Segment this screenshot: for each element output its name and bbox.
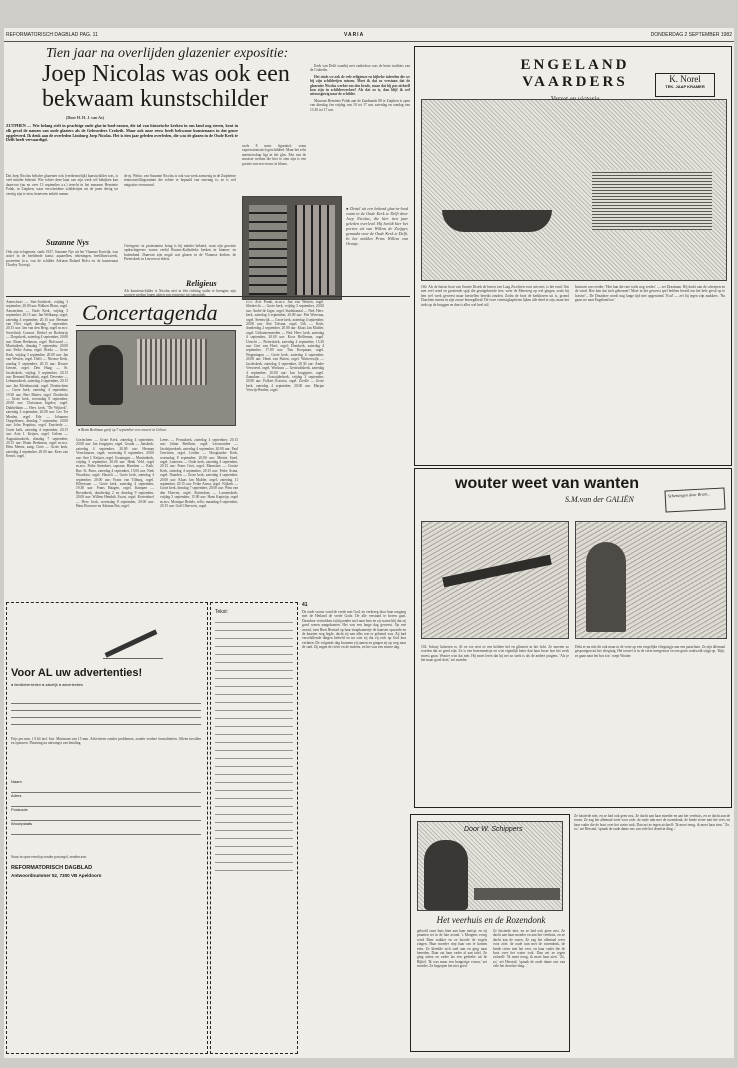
story-col-2: geloofd onze huis bien aan haar meisje, en zij praatten tot in de late avond. 's Morgens vroeg werd Rien wakker en ze hoorde de vogels zingen. Haar moeder riep haar om te komen eten. Ze kleedde zich snel aan en ging naar beneden. Daar zat haar vader al aan tafel. Ze ging zitten en vader las een gedeelte uit de Bijbel. 'Ik was maar een hongerige vrouw,' zei moeder. Ze begrepen het niet goed. (417, 929, 487, 969)
running-header (4, 28, 734, 42)
airplane-body (442, 555, 552, 588)
concert-col-2: Gorinchem — Grote Kerk, zaterdag 4 september, 20.00 uur: Jan Jongepier, orgel. Gouda — Janskerk, zaterdag 4 september, 20.00 uur: Herman Verschuuren, orgel; woensdag 8 september, 20.00 uur: Arie J. Keijzer, orgel. Groningen — Martinikerk, vrijdag 3 september, 20.00 uur: Henk Veld, orgel m.m.v. Feike Steenbert, sopraan. Haarlem — Kath. Bav. St. Bavo, zaterdag 4 september, 15.00 uur: Niek Woudstra, orgel. Hasselt — Grote kerk, zaterdag 4 september, 20.00 uur: Frans van Tilburg, orgel. Hilversum — Grote kerk, zaterdag 4 september, 19.30 uur: Frans Haagen, orgel. Kampen — Bovenkerk, donderdag 2 en dinsdag 9 september, 20.00 uur: Willem Hendrik Zwart, orgel. Kortenhoef — Herv. kerk, woensdag 8 september, 20.00 uur: Hans Brouwer en Adriaan Bot, orgel. (76, 438, 154, 509)
illustration-credit: Door W. Schippers (464, 826, 523, 833)
article-nicolas (6, 46, 410, 294)
wouter-panel-trees (575, 521, 727, 639)
subhead-religieus: Religieus (186, 279, 217, 288)
photo-caption-nicolas: ● Detail uit een bekend glas-in-lood raam in de Oude Kerk te Delft door Joep Nicolas, die hier tien jaar geleden overleed. Hij beeldt hier het portret uit van Willem de Zwijger, gemaakt voor de Oude Kerk te Delft. In het midden Prins Willem van Oranje. (346, 206, 408, 246)
concert-title-bar (76, 300, 242, 326)
ad-coupon (6, 602, 208, 1054)
wouter-title: wouter weet van wanten (455, 475, 640, 492)
field-address[interactable]: Adres (11, 793, 201, 807)
article-title-line1: Joep Nicolas was ook een (42, 61, 290, 87)
article-lead: ZUTPHEN — Wie belang stelt in prachtige oude glas-in-lood-ramen, die tal van historische kerken in ons land nog sieren, kent in elk geval de namen van oude glaziers als de Gebroeders Crabeth. Maar ook onze eeuw heeft bekwame kunstenaars in dat genre opgeleverd. Ik denk aan de overleden Limburg Joep Nicolas. Het is tien jaar geleden overleden, die was de glazen in de Oude Kerk te Delft heeft vervaardigd. (6, 124, 238, 143)
organist-figure (89, 345, 123, 405)
pen-illustration (103, 625, 163, 659)
story-col-1: De oude vrouw vond de vrede met God, en verkreeg door haar omgang met de Heiland de vrede Gods. De alle verstand te boven gaat. Daardoor vertrokken zij bijzonder snel naar huis en zij waren blij dat zij goed waren aangekomen. Het was een lange dag geweest. Op een avond, toen Rien Herstad op haar slaapkamertje de kaarsen opwarde en de kaarten weg legde, dacht zij aan alles wat er gebeurd was. Zij had verschillende dingen beleefd en nu wist zij dat zij zich op God kon verlaten. De volgende dag kwamen zij samen en gingen zij op weg naar de stad. Zij zagen de rivier en de molens, en het was een mooie dag. (302, 610, 406, 650)
wouter-text-right: Dekt er nu niet dit ook maar in de verte op een vergelijke vliegtuigje aan een parachute. Ze zijn allemaal gesprongen uit het vliegtuig. Het toestel is in de verte neergestort en een grote rookwolk stijgt op. 'Kijk, ze gaan naar het bos toe,' roept Wouter. (575, 645, 725, 658)
tree (586, 542, 626, 632)
ad-fields (11, 779, 201, 835)
stained-glass-panel-left (249, 205, 287, 295)
field-place[interactable]: Woonplaats (11, 821, 201, 835)
article-body-3: de nj. Welzo, van Suzanne Nicolas is ook wat werk aanwezig in de Zutphense tentoonstellingsruimte die echter te bepaald van omvang is; ze is wel enigszins verrassend. (124, 174, 236, 187)
field-name[interactable]: Naam (11, 779, 201, 793)
episode-number: 41 (302, 602, 308, 608)
concert-col-1: Amersfoort — Sint-Joriskerk, vrijdag 3 september, 20.00 uur: Rikkert Blom, orgel. Amsterdam — Oude Kerk, vrijdag 3 september, 20.15 uur: Jan Welkamp, orgel; zaterdag 4 september, 20.15 uur: Herman van Vliet, orgel; dinsdag 7 september, 20.15 uur: Jan van den Berg, orgel m.m.v. Sweelinck Consort. Berkel en Rodenrijs — Dorpskerk, zaterdag 4 september, 20.00 uur: Bram Beekman, orgel. Bolsward — Martinikerk, dinsdag 7 september, 20.00 uur: Feike Asma, orgel. Breda — Grote Kerk, vrijdag 3 september, 20.00 uur: Jan van Westen, orgel. Delft — Nieuwe Kerk, zondag 5 september, 20.15 uur: Douwe Gersen, orgel. Den Haag — St. Jacobskerk, vrijdag 3 september, 20.15 uur: Bernard Bartelink, orgel. Deventer — Lebuinuskerk, zaterdag 4 september, 20.15 uur: Jan Kleinbussink, orgel. Doetinchem — Grote kerk, zaterdag 4 september, 19.30 uur: Bert Matter, orgel. Dordrecht — Grote kerk, woensdag 8 september, 20.00 uur: Christiaan Ingelse, orgel. Dubbeldam — Herv. kerk, "De Wijkerk", zaterdag 4 september, 20.00 uur: Leo Ter Meulen, orgel. Ede — Johannes Oorgelbouw, dinsdag 7 september, 20.00 uur: John Propitius, orgel. Enschede — Grote kerk, zaterdag 4 september, 20.15 uur: Arie J. Keijzer, orgel. Gelsen — Augustinuskerk, dinsdag 7 september, 20.15 uur: Bram Beekman, orgel m.m.v. Hein Meens, zang. Goes — Grote kerk, zaterdag 4 september, 20.00 uur: Kees van Eersel, orgel. (6, 300, 68, 459)
wouter-author: S.M.van der GALIËN (565, 495, 634, 504)
organist-caption: ● Bram Beekman geeft op 7 september een concert in Gelsen. (78, 428, 167, 432)
story-col-2b: Ze luisterde niet, en ze had ook geen rust. Ze dacht aan haar moeder en aan het veerhuis, en ze dacht aan de rozen. Ze zag het allemaal weer voor zich: de oude tuin met de rozendonk, de brede rivier met het veer, en haar vader die de boot over het water trok. Dan zei ze tegen zichzelf: 'Ik moet terug, ik moet haar zien.' 'Zo, zo,' zei Herstad, 'spraak de oude dame ons van vele het droefste ding...' (493, 929, 565, 969)
article-title-line2: bekwaam kunstschilder (42, 86, 268, 112)
article-body-1: Dat Joep Nicolas behalve glazenier ook (verdienstelijk) kunstschilder was, is veel minder bekend. Wie echter deze kant van zijn werk wil bekijken kan daarvoor (nu en over 13 september a.s.) terecht in het museum Henriette Polak, in Zutphen, waar verscheidene schilderijen uit de jaren dertig tot veertig zijn te zien, benevens enkele ramen. (6, 174, 118, 196)
wouter-badge: Schetsingen door Bram... (664, 487, 725, 512)
article-body-7 (310, 64, 410, 180)
article-body-9: Museum Henriette Polak aan de Zaadmarkt 88 te Zutphen is open van dinsdag t/m vrijdag van 10 tot 17 uur, zaterdag en zondag van 13.30 tot 17 uur. (310, 98, 410, 112)
subhead-suzanne: Suzanne Nys (46, 238, 89, 247)
ad-options: ● familieberichten ● zakelijk ● advertenties (11, 683, 83, 687)
divider (6, 296, 410, 297)
stained-glass-panel-right (295, 205, 335, 295)
ad-form-lines (11, 697, 201, 731)
ad-text-label: Tekst: (215, 609, 229, 615)
strip-author: K. Norel (669, 74, 701, 84)
header-section: VARIA (344, 32, 365, 38)
ad-title: Voor AL uw advertenties! (11, 667, 143, 679)
organ-pipes (137, 339, 207, 385)
concert-title: Concertagenda (82, 300, 218, 325)
ad-body: Prijs per mm. f 0,64 incl. btw. Minimum van 15 mm. Adverteren zonder problemen, zonder verdere formaliteiten. Alleen invullen en opsturen. Plaatsing na ontvangst van betaling. (11, 737, 201, 746)
strip-illustrator: TEK. JAAP KRAMER (665, 84, 705, 89)
wouter-text-left: 102. Schuty luisteren er, Af en toe stert ze een heldere bel en glinstert in het licht. Ze moeten zo worden dat ze goed zijn. Ze is een boerenmeisje en wist eigenlijk beter dan haar broer hoe het werk moest gaan. Wouter wist dat niet. Hij moet leren dat hij net zo sterk is als de andere jongens. 'Als je het maar goed doet,' zei moeder. (421, 645, 569, 663)
header-left: REFORMATORISCH DAGBLAD PAG. 11 (6, 32, 98, 38)
wouter-strip (414, 468, 732, 808)
strip-text-right: Intussen was eerder: 'Hoe kan die rare tocht nog verder.' — zei Draaiman. Hij dacht aan de scheepen en de wind. Hoe kan dat toch gebeuren? Moet in het geweest spel hebben bereid om het hele geval op te lossen?... De Draadzee wordt nog lange tijd niet opgeruimd. 'Esul' — zei hij tegen zijn makkers. 'Nu gaan we naar Engeland toe.' (575, 285, 725, 303)
article-body-2: Ook zijn echtgenote, sinds 1927, Suzanne Nys uit het Vlaamse Kortrijk, was actief in de beeldende kunst: aquarellen, tekeningen, beeldhouwwerk, portretten (o.a. van de schilder Adriaan Roland Holst en de kunstenaar Charley Toorop). (6, 250, 118, 268)
boat-figures (592, 170, 712, 230)
article-body-8: Het sinds we ook de vele religieuze en bijbelse taferelen die we bij zijn schilderijen missen. Moet ik dat zo verstaan dat de glazenier Nicolas werkte om den brode, maar dat hij pas zichzelf kon zijn in schilderwerken? Als dat zo is, dan blijf ik wel nieuwsgierig naar de schilder. (310, 74, 410, 97)
article-body-5: Als kunstenschilder is Nicolas niet in één richting onder te brengen; zijn (124, 289, 236, 293)
newspaper-page (4, 28, 734, 1058)
story-subtitle: Het veerhuis en de Rozendonk (436, 915, 546, 925)
story-col-3: Ze luisterde niet, en ze had ook geen rust. Ze dacht aan haar moeder en aan het veerhuis, en ze dacht aan de rozen. Ze zag het allemaal weer voor zich: de oude tuin met de rozendonk, de brede rivier met het veer, en haar vader die de boot over het water trok. Dan zei ze tegen zichzelf: 'Ik moet terug, ik moet haar zien.' 'Zo, zo,' zei Herstad, 'spraak de oude dame ons van vele het droefste ding...' (574, 814, 730, 832)
river-banks (474, 888, 560, 900)
pen-icon (105, 629, 158, 657)
article-title (42, 62, 342, 112)
concert-col-4: e.i.v. Arie Pronk, m.m.v. Jan van Westen, orgel. Sliedrecht — Grote kerk, vrijdag 3 september, 20.00 uur: André de Jager, orgel. Stadskanaal — Ned. Herv. kerk, zaterdag 4 september, 20.00 uur: Piet Wiersma, orgel. Steenwijk — Grote kerk, zaterdag 4 september, 20.00 uur: Siet Tolsma, orgel. Urk — Kerk, donderdag 2 september, 20.00 uur: Klaas Jan Mulder, orgel. Uithuizermeeden — Ned. Herv. kerk, zaterdag 4 september, 20.00 uur: Koos Brilleman, orgel. Utrecht — Pieterskerk, zaterdag 4 september, 15.30 uur: Gert van Hoef, orgel; Domkerk, zaterdag 4 september, 17.00 uur: Tim Koopman, orgel. Wageningen — Grote kerk, zaterdag 4 september, 20.00 uur: Henk van Putten, orgel. Winterswijk — Jacobskerk, zaterdag 4 september, 20.30 uur: Andre Verwoerd, orgel. Workum — Gertrudiskerk, zaterdag 4 september, 20.00 uur: Jan Jongepier, orgel. Zaandam — Oostzijderkerk, vrijdag 3 september, 20.00 uur: Folkert Koostra, orgel. Zwolle — Grote kerk, zaterdag 4 september, 20.00 uur: Marjan Verwijs-Beulen, orgel. (246, 300, 324, 393)
article-byline: (Door H. H. J. van As) (66, 116, 104, 120)
concert-agenda (6, 298, 410, 598)
article-kicker: Tien jaar na overlijden glazenier expositie: (46, 46, 289, 61)
ad-address: Antwoordnummer 52, 7300 VB Apeldoorn (11, 873, 102, 878)
schippers-story (302, 602, 406, 1054)
ad-footer-note: Stuur in open envelop zonder postzegel, zenden aan: (11, 855, 87, 859)
strip-text-left: 160. Als de luitste boot van Swarte Droek de haven van Laag Zwolwen voor uitvoert, is het rond. Om met veel wind en groeiende spijt die geuitgekeerde tere, weer de Mereweg op wel gingen, zoals bij hen wel werk geweest maar herstellen bereikt zouden. Zodra de boot de kerkhaven uit is, gromd Drachten ineens in zijn zware bezorgdheid. De twee voertuigkapiteins lijken alle deed te zijn, maar het trekt op de bruggen en dan is alles wel heel stil. (421, 285, 569, 307)
header-right: DONDERDAG 2 SEPTEMBER 1982 (650, 32, 732, 38)
strip-author-box (655, 73, 715, 97)
article-body-7a: Kerk van Delft waarbij met onderdoor was de beste tradities van de Crabeths. (310, 64, 410, 73)
veerhuis-illustration (417, 821, 563, 911)
stained-glass-photo (242, 196, 342, 300)
strip-illustration-boats (421, 99, 727, 281)
field-postcode[interactable]: Postcode (11, 807, 201, 821)
veerhuis-panel (410, 814, 570, 1052)
ad-company: REFORMATORISCH DAGBLAD (11, 865, 93, 871)
boat-hull (442, 210, 552, 232)
ad-text-lines[interactable] (215, 615, 293, 875)
ad-text-panel (210, 602, 298, 1054)
concert-col-3: Leens — Petruskerk, zaterdag 4 september, 20.15 uur: Johan Beelhuis, orgel. Leeuwarden — Jacobijnerkerk, zaterdag 4 september, 20.00 uur: Paul Gerritsen, orgel. Leiden — Hooglandse Kerk, woensdag 8 september, 20.00 uur: Meinte Stoel, orgel. Lunteren — Oude kerk, zaterdag 4 september, 20.15 uur: Frans Gort, orgel. Maassluis — Groote Kerk, zaterdag 4 september, 20.15 uur: Feike Asma, orgel. Naarden — Grote kerk, zaterdag 4 september, 20.00 uur: Klaas Jan Mulder, orgel; zaterdag 11 september, 20.15 uur: Feike Asma, orgel. Nijkerk — Grote kerk, dinsdag 7 september, 20.00 uur: Wim van den Hoeven, orgel. Rotterdam — Laurenskerk, vrijdag 3 september, 15.00 uur: Hans Kapteijn, orgel m.m.v. Monique Bettels, cello; maandag 6 september, 20.15 uur: Goff Oberweis, orgel. (160, 438, 238, 509)
article-body-4: Overigens: in protestantse kring is hij minder bekend, want zijn grootste opdrachtgevers waren veelal Rooms-Katholieke kerken in binnen- en buitenland. Daarvan zijn nogal wat glazen in de Vlaamse kerken, de Pieterskerk in Leuven en elders. (124, 244, 236, 262)
woman-figure (424, 840, 468, 910)
engelandvaarders-strip (414, 46, 732, 466)
strip-header (475, 57, 675, 101)
strip-title: ENGELAND VAARDERS (520, 57, 630, 90)
organist-photo (76, 330, 236, 426)
wouter-panel-plane (421, 521, 569, 639)
article-body-6: soels 8 soms figuratief, soms expressionistisch geschilderd. Maar het echt meesterschap ligt in het glas. Eén van de mooiste werken die hier te zien zijn is een portret van een vrouw in blauw. (242, 144, 306, 166)
